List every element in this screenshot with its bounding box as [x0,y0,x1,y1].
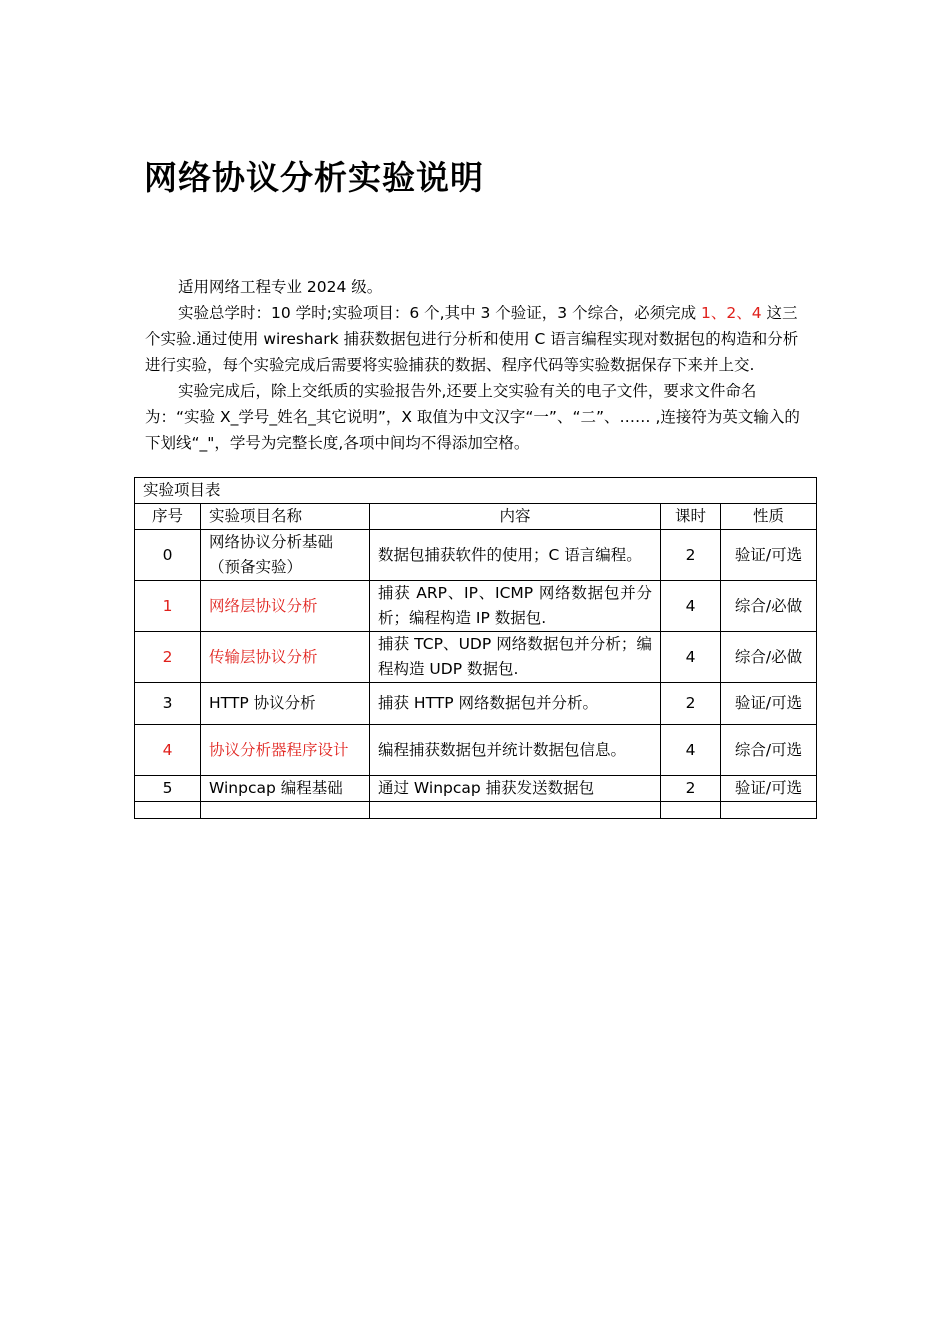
header-type: 性质 [721,504,817,530]
row-hours: 4 [661,725,721,776]
table-row [135,581,817,632]
paragraph-overview [145,300,807,378]
header-content: 内容 [370,504,661,530]
empty-cell [661,802,721,819]
row-content: 捕获 HTTP 网络数据包并分析。 [370,683,661,725]
header-hours: 课时 [661,504,721,530]
header-no: 序号 [135,504,201,530]
row-type: 验证/可选 [721,776,817,802]
row-no: 2 [135,632,201,683]
row-type: 验证/可选 [721,683,817,725]
row-content: 捕获 TCP、UDP 网络数据包并分析；编程构造 UDP 数据包. [370,632,661,683]
row-no: 5 [135,776,201,802]
table-row [135,632,817,683]
table-row-empty [135,802,817,819]
row-name: 传输层协议分析 [201,632,370,683]
paragraph-scope: 适用网络工程专业 2024 级。 [178,278,383,296]
row-content: 编程捕获数据包并统计数据包信息。 [370,725,661,776]
table-row [135,776,817,802]
row-hours: 2 [661,776,721,802]
row-type: 综合/必做 [721,632,817,683]
row-no: 0 [135,530,201,581]
row-type: 综合/可选 [721,725,817,776]
intro-text [145,274,807,456]
row-no: 1 [135,581,201,632]
table-row [135,683,817,725]
row-type: 验证/可选 [721,530,817,581]
table-row [135,725,817,776]
row-name: Winpcap 编程基础 [201,776,370,802]
row-no: 4 [135,725,201,776]
row-name: HTTP 协议分析 [201,683,370,725]
table-caption-row [135,478,817,504]
row-hours: 4 [661,632,721,683]
row-content: 数据包捕获软件的使用；C 语言编程。 [370,530,661,581]
table-header-row [135,504,817,530]
row-name: 协议分析器程序设计 [201,725,370,776]
row-content: 通过 Winpcap 捕获发送数据包 [370,776,661,802]
overview-text-end: 这三个实验.通过使用 wireshark 捕获数据包进行分析和使用 C 语言编程实现对数据包的构造和分析进行实验，每个实验完成后需要将实验捕获的数据、程序代码等实验数据保存下来并上交. [145,304,799,374]
document-title: 网络协议分析实验说明 [144,158,484,197]
required-experiments: 1、2、4 [701,304,762,322]
row-type: 综合/必做 [721,581,817,632]
row-name: 网络协议分析基础（预备实验） [201,530,370,581]
table-row [135,530,817,581]
overview-text-start: 实验总学时：10 学时;实验项目：6 个,其中 3 个验证，3 个综合，必须完成 [178,304,702,322]
row-hours: 2 [661,530,721,581]
empty-cell [135,802,201,819]
header-name: 实验项目名称 [201,504,370,530]
experiment-table [134,477,817,819]
row-no: 3 [135,683,201,725]
empty-cell [721,802,817,819]
row-name: 网络层协议分析 [201,581,370,632]
empty-cell [201,802,370,819]
table-caption: 实验项目表 [135,478,817,504]
row-content: 捕获 ARP、IP、ICMP 网络数据包并分析；编程构造 IP 数据包. [370,581,661,632]
row-hours: 4 [661,581,721,632]
empty-cell [370,802,661,819]
row-hours: 2 [661,683,721,725]
paragraph-submission: 实验完成后，除上交纸质的实验报告外,还要上交实验有关的电子文件，要求文件命名为：“实验 X_学号_姓名_其它说明”，X 取值为中文汉字“一”、“二”、…… ,连接符为英文输入的下划线“_"，学号为完整长度,各项中间均不得添加空格。 [145,382,800,452]
